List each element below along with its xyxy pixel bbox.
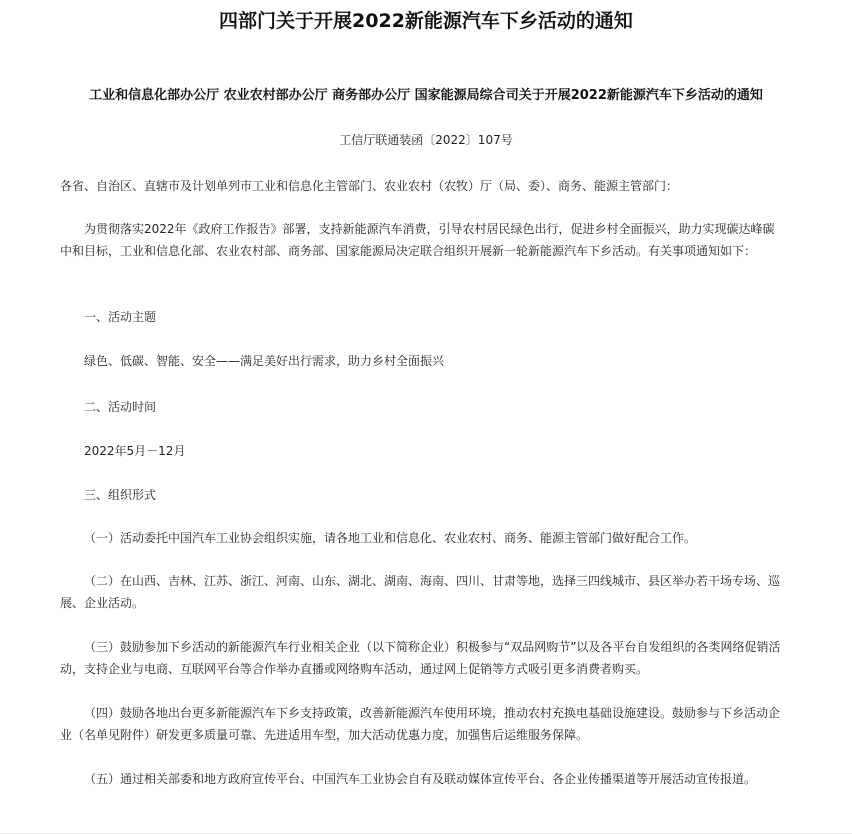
section-heading-time: 二、活动时间: [84, 400, 157, 414]
intro-paragraph: 为贯彻落实2022年《政府工作报告》部署，支持新能源汽车消费，引导农村居民绿色出行，促进乡村全面振兴，助力实现碳达峰碳中和目标，工业和信息化部、农业农村部、商务部、国家能源局决定联合组织开展新一轮新能源汽车下乡活动。有关事项通知如下：: [60, 222, 775, 258]
section-heading-theme: 一、活动主题: [84, 310, 157, 324]
section-heading-format: 三、组织形式: [84, 488, 157, 502]
list-item: （四）鼓励各地出台更多新能源汽车下乡支持政策，改善新能源汽车使用环境，推动农村充换电基础设施建设。鼓励参与下乡活动企业（名单见附件）研发更多质量可靠、先进适用车型，加大活动优惠力度，加强售后运维服务保障。: [60, 706, 781, 742]
document-subtitle: 工业和信息化部办公厅 农业农村部办公厅 商务部办公厅 国家能源局综合司关于开展2022新能源汽车下乡活动的通知: [89, 88, 763, 103]
page-title: 四部门关于开展2022新能源汽车下乡活动的通知: [219, 10, 633, 32]
list-item: （三）鼓励参加下乡活动的新能源汽车行业相关企业（以下简称企业）积极参与“双品网购节”以及各平台自发组织的各类网络促销活动，支持企业与电商、互联网平台等合作举办直播或网络购车活动，通过网上促销等方式吸引更多消费者购买。: [60, 640, 781, 676]
list-item: （一）活动委托中国汽车工业协会组织实施，请各地工业和信息化、农业农村、商务、能源主管部门做好配合工作。: [84, 531, 697, 545]
salutation: 各省、自治区、直辖市及计划单列市工业和信息化主管部门、农业农村（农牧）厅（局、委）、商务、能源主管部门：: [60, 179, 679, 193]
section-body-theme: 绿色、低碳、智能、安全——满足美好出行需求，助力乡村全面振兴: [84, 354, 445, 368]
list-item: （五）通过相关部委和地方政府宣传平台、中国汽车工业协会自有及联动媒体宣传平台、各企业传播渠道等开展活动宣传报道。: [84, 772, 757, 786]
document-number: 工信厅联通装函〔2022〕107号: [339, 133, 513, 147]
section-body-time: 2022年5月－12月: [84, 444, 186, 458]
list-item: （二）在山西、吉林、江苏、浙江、河南、山东、湖北、湖南、海南、四川、甘肃等地，选择三四线城市、县区举办若干场专场、巡展、企业活动。: [60, 574, 781, 610]
